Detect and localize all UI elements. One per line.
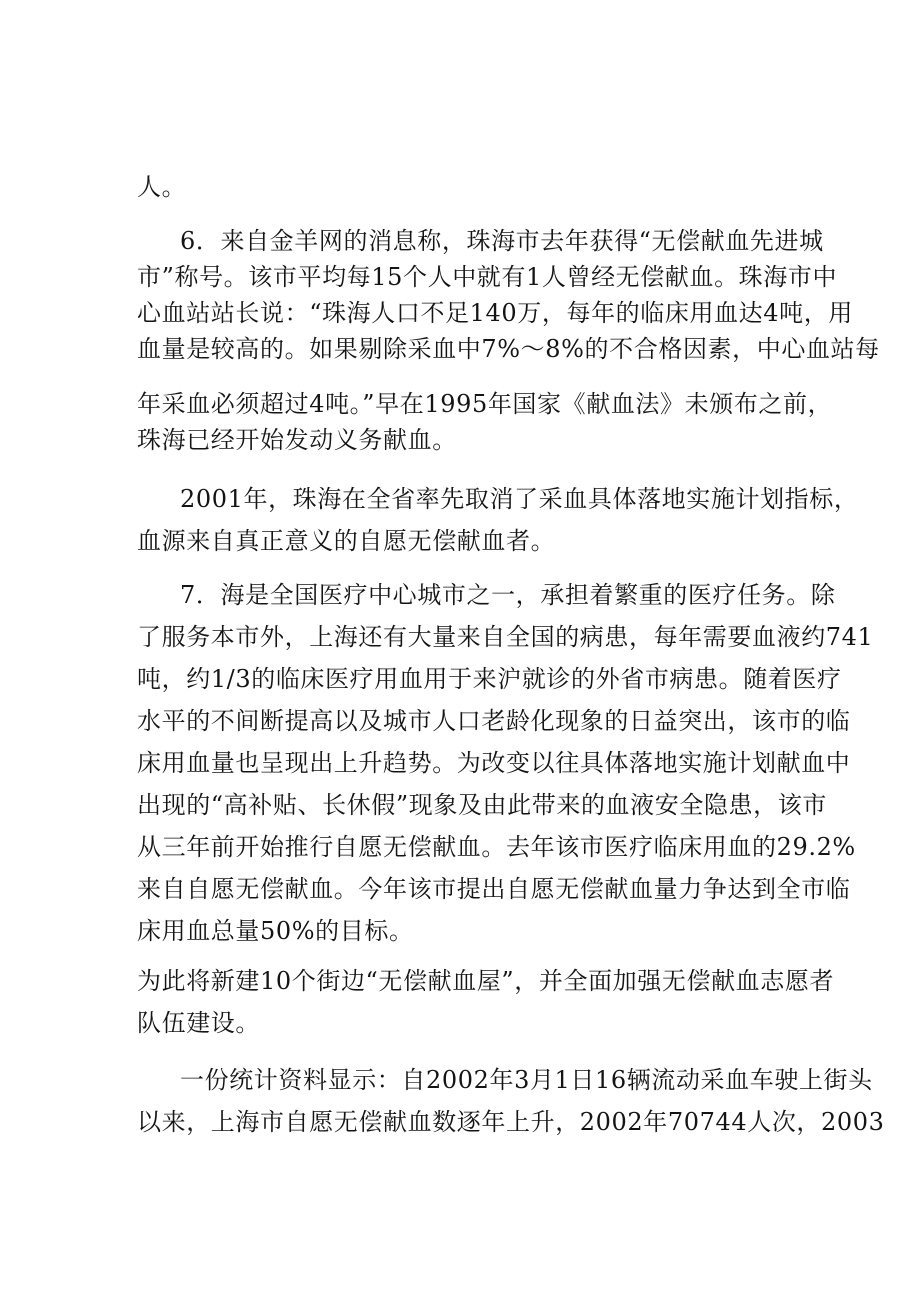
text-line: 从三年前开始推行自愿无偿献血。去年该市医疗临床用血的29.2%: [137, 833, 856, 861]
text-line: 水平的不间断提高以及城市人口老龄化现象的日益突出，该市的临: [137, 707, 851, 735]
text-line: 出现的“高补贴、长休假”现象及由此带来的血液安全隐患，该市: [137, 791, 827, 819]
text-line: 心血站站长说：“珠海人口不足140万，每年的临床用血达4吨，用: [137, 299, 853, 327]
text-line: 7．海是全国医疗中心城市之一，承担着繁重的医疗任务。除: [180, 581, 836, 609]
text-line: 年采血必须超过4吨。”早在1995年国家《献血法》未颁布之前，: [137, 390, 833, 418]
text-line: 市”称号。该市平均每15个人中就有1人曾经无偿献血。珠海市中: [137, 263, 838, 291]
text-line: 以来，上海市自愿无偿献血数逐年上升，2002年70744人次，2003: [137, 1108, 885, 1136]
text-line: 6．来自金羊网的消息称，珠海市去年获得“无偿献血先进城: [180, 227, 824, 255]
text-line: 了服务本市外，上海还有大量来自全国的病患，每年需要血液约741: [137, 623, 874, 651]
text-line: 血量是较高的。如果剔除采血中7%～8%的不合格因素，中心血站每: [137, 335, 880, 363]
text-line: 人。: [137, 173, 187, 201]
text-line: 床用血总量50%的目标。: [137, 917, 414, 945]
text-line: 珠海已经开始发动义务献血。: [137, 426, 457, 454]
text-line: 一份统计资料显示：自2002年3月1日16辆流动采血车驶上街头: [180, 1066, 873, 1094]
text-line: 队伍建设。: [137, 1009, 260, 1037]
text-line: 床用血量也呈现出上升趋势。为改变以往具体落地实施计划献血中: [137, 749, 851, 777]
text-line: 为此将新建10个街边“无偿献血屋”，并全面加强无偿献血志愿者: [137, 967, 835, 995]
text-line: 吨，约1/3的临床医疗用血用于来沪就诊的外省市病患。随着医疗: [137, 665, 842, 693]
text-line: 来自自愿无偿献血。今年该市提出自愿无偿献血量力争达到全市临: [137, 875, 851, 903]
text-line: 血源来自真正意义的自愿无偿献血者。: [137, 527, 556, 555]
text-line: 2001年，珠海在全省率先取消了采血具体落地实施计划指标，: [180, 485, 859, 513]
